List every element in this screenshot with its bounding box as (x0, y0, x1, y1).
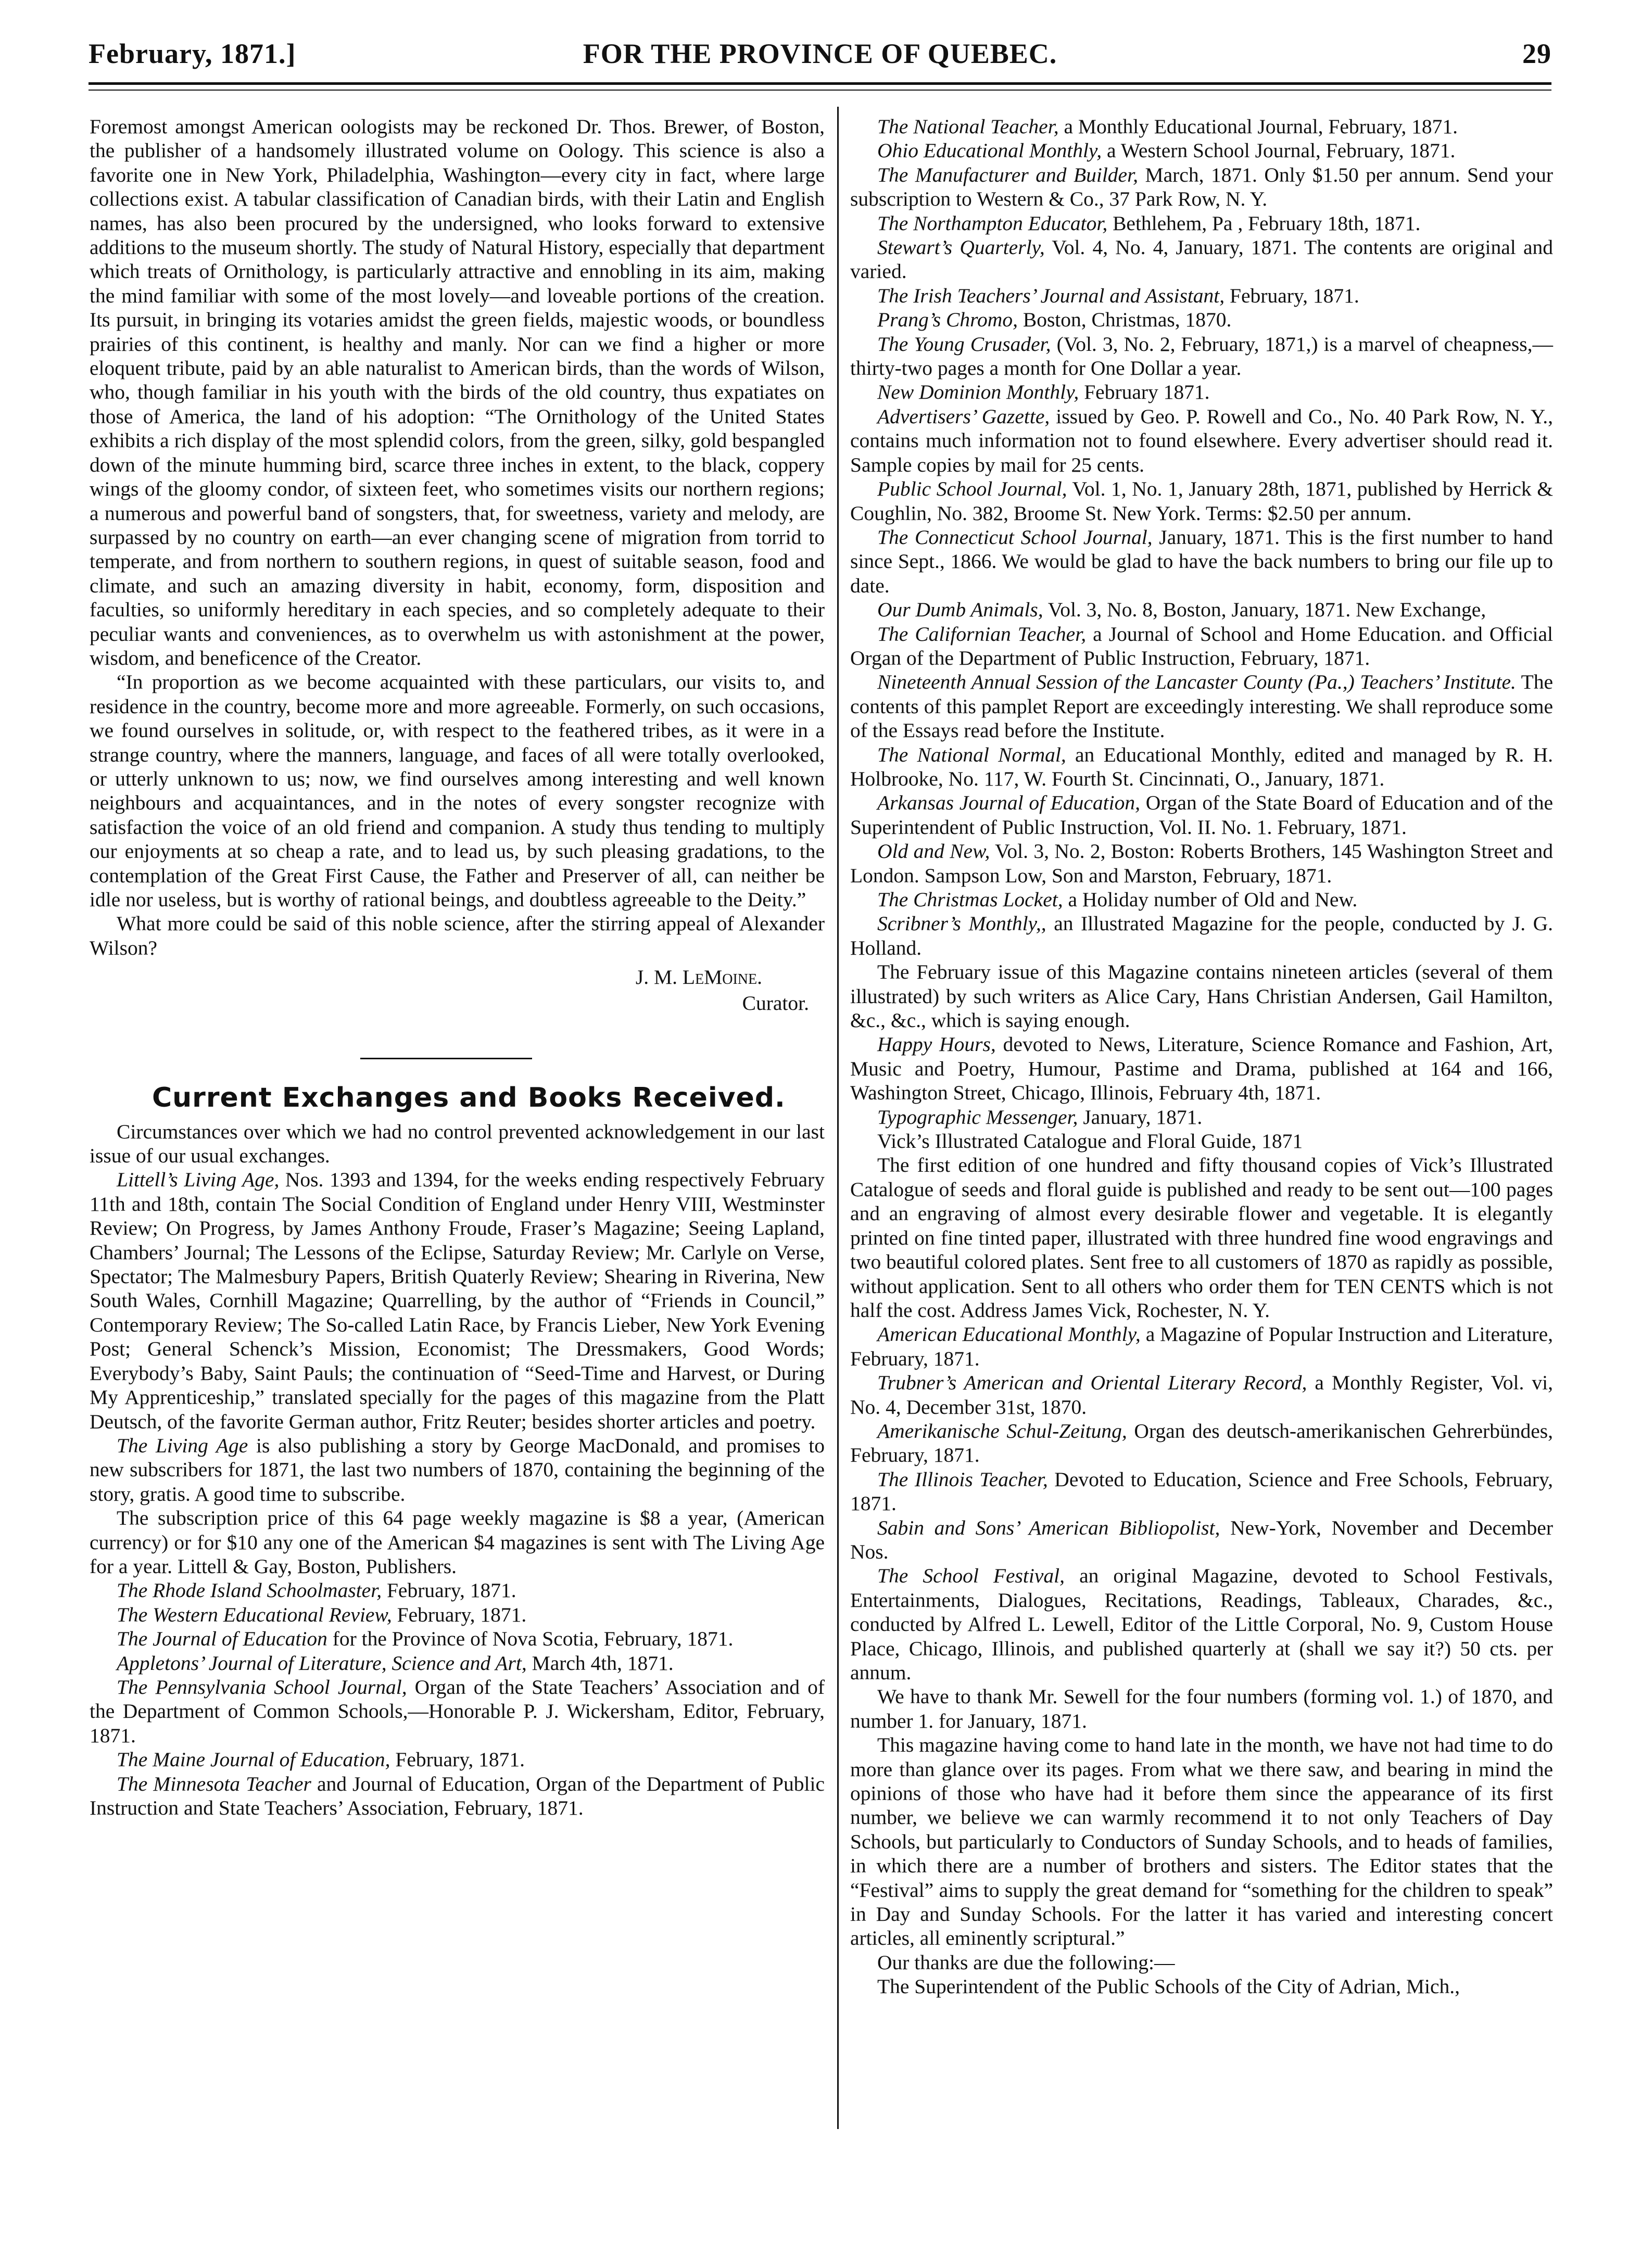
entry-title: The Pennsylvania School Journal, (117, 1675, 407, 1699)
signature (90, 964, 825, 1016)
entry-title: The Young Crusader, (877, 332, 1051, 356)
right-column (850, 115, 1553, 1999)
entry-pennsylvania (90, 1675, 825, 1747)
entry-title: The Minnesota Teacher (117, 1772, 311, 1795)
entry-text: and Journal of Education, Organ of the Department of Public Instruction and State Teachers’ Association, February, 1871. (90, 1772, 825, 1819)
entry-text: The contents of this pamplet Report are exceedingly interesting. We shall reproduce some of the Essays read before the Institute. (850, 670, 1554, 742)
entry-young-crusader (850, 332, 1553, 381)
entry-title: Amerikanische Schul-Zeitung, (877, 1419, 1127, 1442)
entry-title: The National Teacher, (877, 115, 1059, 138)
entry-text: February, 1871. (382, 1579, 516, 1602)
entry-text: Vol. 3, No. 2, Boston: Roberts Brothers, 145 Washington Street and London. Sampson Low, Son and Marston, February, 1871. (850, 840, 1553, 887)
entry-text: Devoted to Education, Science and Free Schools, February, 1871. (850, 1467, 1554, 1515)
page-number: 29 (1522, 38, 1551, 69)
entry-title: Happy Hours, (877, 1033, 996, 1056)
entry-title: Appletons’ Journal of Literature, Science and Art, (117, 1651, 527, 1675)
entry-arkansas (850, 791, 1553, 839)
entry-text: (Vol. 3, No. 2, February, 1871,) is a marvel of cheapness,—thirty-two pages a month for One Dollar a year. (850, 332, 1553, 380)
entry-title: The Christmas Locket, (877, 888, 1063, 911)
entry-stewart (850, 235, 1553, 284)
entry-title: American Educational Monthly, (877, 1323, 1141, 1346)
entry-text: February, 1871. (1225, 284, 1359, 307)
entry-illinois (850, 1467, 1553, 1516)
intro-paragraph: Foremost amongst American oologists may be reckoned Dr. Thos. Brewer, of Boston, the publisher of a handsomely illustrated volume on Oology. This science is also a favorite one in New York, Philadelphia, Washington—every city in fact, where large collections exist. A tabular classification of Canadian birds, with their Latin and English names, has also been procured by the undersigned, who looks forward to extensive additions to the museum shortly. The study of Natural History, especially that department which treats of Ornithology, is particularly attractive and ennobling in its aim, making the mind familiar with some of the most lovely—and loveable portions of the creation. Its pursuit, in bringing its votaries amidst the green fields, majestic woods, or boundless prairies of this continent, is healthy and manly. Nor can we find a higher or more eloquent tribute, paid by an able naturalist to American birds, than the words of Wilson, who, though familiar in his youth with the birds of the old country, thus expatiates on those of America, the land of his adoption: “The Ornithology of the United States exhibits a rich display of the most splendid colors, from the green, silky, gold bespangled down of the minute humming bird, scarce three inches in extent, to the black, coppery wings of the gloomy condor, of sixteen feet, who sometimes visits our northern regions; a numerous and powerful band of songsters, that, for sweetness, variety and melody, are surpassed by no country on earth—an ever changing scene of migration from torrid to temperate, and from northern to southern regions, in quest of suitable season, food and climate, and such an amazing diversity in habit, economy, form, disposition and faculties, so uniformly hereditary in each species, and so completely adequate to their peculiar wants and conveniences, as to overwhelm us with astonishment at the power, wisdom, and beneficence of the Creator. (90, 115, 825, 669)
entry-title: The Northampton Educator, (877, 211, 1108, 235)
entry-text: an original Magazine, devoted to School Festivals, Entertainments, Dialogues, Recitations, Readings, Tableaux, Charades, &c., conducted by Alfred L. Lewell, Editor of the Little Corporal, No. 9, Custom House Place, Chicago, Illinois, and published quarterly at (shall we say it?) 50 cts. per annum. (850, 1564, 1553, 1684)
entry-title: The Western Educational Review, (117, 1603, 392, 1626)
entry-text: Bethlehem, Pa , February 18th, 1871. (1107, 211, 1421, 235)
entry-christmas-locket (850, 888, 1553, 911)
entry-text: January, 1871. (1078, 1105, 1203, 1129)
entry-title: The Living Age (117, 1434, 248, 1457)
entry-text: February 1871. (1079, 381, 1210, 404)
entry-title: The Rhode Island Schoolmaster, (117, 1579, 382, 1602)
column-divider (837, 107, 839, 2129)
entry-text: devoted to News, Literature, Science Romance and Fashion, Art, Music and Poetry, Humour, Pastime and Drama, published at 164 and 166, Washington Street, Chicago, Illinois, February 4th, 1871. (850, 1033, 1554, 1105)
entry-irish (850, 284, 1553, 308)
entry-amerikanische (850, 1419, 1553, 1467)
entry-californian (850, 622, 1553, 670)
entry-littell (90, 1168, 825, 1433)
entry-ohio (850, 138, 1553, 162)
thanks-paragraph: Our thanks are due the following:— (877, 1950, 1175, 1974)
entry-text: February, 1871. (390, 1748, 525, 1771)
entry-title: The Illinois Teacher, (877, 1467, 1048, 1491)
entry-title: New Dominion Monthly, (877, 381, 1079, 404)
entry-text: February, 1871. (392, 1603, 527, 1626)
entry-dumb-animals (850, 598, 1553, 622)
entry-title: The Maine Journal of Education, (117, 1748, 390, 1771)
entry-text: March 4th, 1871. (526, 1651, 674, 1675)
header-title: FOR THE PROVINCE OF QUEBEC. (583, 38, 1057, 69)
entry-title: The Irish Teachers’ Journal and Assistant, (877, 284, 1225, 307)
entry-title: Scribner’s Monthly,, (877, 912, 1046, 935)
running-header (89, 26, 1551, 78)
entry-text: is also publishing a story by George MacDonald, and promises to new subscribers for 1871, the last two numbers of 1870, containing the beginning of the story, gratis. A good time to subscribe. (90, 1434, 825, 1505)
separator-rule (360, 1058, 532, 1059)
entry-vick: Vick’s Illustrated Catalogue and Floral Guide, 1871 (877, 1130, 1303, 1153)
entry-text: New-York, November and December Nos. (850, 1516, 1553, 1563)
entry-appletons (90, 1651, 825, 1675)
entry-old-and-new (850, 839, 1553, 888)
entry-prang (850, 308, 1553, 332)
entry-connecticut (850, 525, 1553, 598)
february-issue-paragraph: The February issue of this Magazine contains nineteen articles (several of them illustrated) by such writers as Alice Cary, Hans Christian Andersen, Gail Hamilton, &c., &c., which is saying enough. (850, 960, 1553, 1032)
entry-text: a Magazine of Popular Instruction and Literature, February, 1871. (850, 1323, 1553, 1370)
entry-journal-education (90, 1627, 825, 1651)
entry-text: a Western School Journal, February, 1871. (1102, 139, 1456, 162)
entry-typographic (850, 1105, 1553, 1129)
entry-title: Old and New, (877, 840, 990, 863)
entry-happy-hours (850, 1032, 1553, 1105)
signature-title: Curator. (742, 992, 809, 1015)
entry-text: a Holiday number of Old and New. (1063, 888, 1358, 911)
entry-text: a Monthly Educational Journal, February, 1871. (1058, 115, 1458, 138)
vick-paragraph: The first edition of one hundred and fifty thousand copies of Vick’s Illustrated Catalogue of seeds and floral guide is published and ready to be sent out—100 pages and an engraving of almost every desirable flower and vegetable. It is elegantly printed on fine tinted paper, illustrated with three hundred fine wood engravings and two beautiful colored plates. Sent free to all customers of 1870 as rapidly as possible, without application. Sent to all others who order them for TEN CENTS which is not half the cost. Address James Vick, Rochester, N. Y. (850, 1154, 1553, 1322)
entry-title: Arkansas Journal of Education, (877, 791, 1140, 815)
entry-text: a Monthly Register, Vol. vi, No. 4, December 31st, 1870. (850, 1371, 1553, 1418)
entry-title: The Journal of Education (117, 1627, 327, 1651)
entry-title: The Connecticut School Journal, (877, 525, 1153, 549)
adrian-paragraph: The Superintendent of the Public Schools of the City of Adrian, Mich., (877, 1975, 1460, 1998)
entry-text: Organ of the State Board of Education and of the Superintendent of Public Instruction, Vol. II. No. 1. February, 1871. (850, 791, 1553, 839)
closing-paragraph: What more could be said of this noble science, after the stirring appeal of Alexander Wilson? (90, 912, 825, 959)
entry-trubner (850, 1371, 1553, 1419)
entry-public-school (850, 477, 1553, 525)
header-rule-thin (89, 90, 1551, 91)
entry-text: Vol. 3, No. 8, Boston, January, 1871. New Exchange, (1043, 598, 1486, 622)
entry-title: Nineteenth Annual Session of the Lancaster County (Pa.,) Teachers’ Institute. (877, 670, 1516, 694)
entry-american-educational (850, 1322, 1553, 1371)
left-column (90, 115, 825, 1820)
header-rule-thick (89, 82, 1551, 85)
section-title: Current Exchanges and Books Received. (152, 1082, 786, 1114)
entry-lancaster (850, 670, 1553, 742)
entry-text: an Illustrated Magazine for the people, conducted by J. G. Holland. (850, 912, 1554, 959)
entry-text: Organ of the State Teachers’ Association and of the Department of Common Schools,—Honorable P. J. Wickersham, Editor, February, 1871. (90, 1675, 825, 1747)
entry-scribners (850, 911, 1553, 960)
entry-text: issued by Geo. P. Rowell and Co., No. 40 Park Row, N. Y., contains much information not to found elsewhere. Every advertiser should read it. Sample copies by mail for 25 cents. (850, 404, 1553, 476)
entry-advertisers (850, 404, 1553, 477)
entry-sabin (850, 1516, 1553, 1564)
entry-text: Organ des deutsch-amerikanischen Gehrerbündes, February, 1871. (850, 1419, 1553, 1467)
entry-title: Stewart’s Quarterly, (877, 236, 1045, 259)
entry-title: The School Festival, (877, 1564, 1065, 1588)
subscription-paragraph: The subscription price of this 64 page weekly magazine is $8 a year, (American currency) or for $10 any one of the American $4 magazines is sent with The Living Age for a year. Littell & Gay, Boston, Publishers. (90, 1506, 825, 1578)
entry-title: Typographic Messenger, (877, 1105, 1078, 1129)
entry-title: The National Normal, (877, 743, 1066, 766)
entry-minnesota (90, 1772, 825, 1820)
sewell-paragraph: We have to thank Mr. Sewell for the four numbers (forming vol. 1.) of 1870, and number 1. for January, 1871. (850, 1685, 1553, 1732)
signature-name: J. M. LeMoine. (635, 966, 762, 989)
circumstances-paragraph: Circumstances over which we had no control prevented acknowledgement in our last issue of our usual exchanges. (90, 1120, 825, 1168)
entry-title: Trubner’s American and Oriental Literary Record, (877, 1371, 1307, 1395)
entry-text: March, 1871. Only $1.50 per annum. Send your subscription to Western & Co., 37 Park Row, N. Y. (850, 163, 1554, 211)
entry-manufacturer (850, 163, 1553, 211)
section-separator (90, 1016, 825, 1079)
magazine-late-paragraph: This magazine having come to hand late in the month, we have not had time to do more than glance over its pages. From what we there saw, and bearing in mind the opinions of those who have had it before them since the appearance of its first number, we believe we can warmly recommend it to not only Teachers of Day Schools, but particularly to Conductors of Sunday Schools, and to heads of families, in which there are a number of brothers and sisters. The Editor states that the “Festival” aims to supply the great demand for “something for the children to speak” in Day and Sunday Schools. For the latter it has varied and interesting concert articles, all eminently scriptural.” (850, 1733, 1553, 1950)
header-date: February, 1871.] (89, 38, 296, 69)
entry-living-age (90, 1434, 825, 1506)
entry-title: Sabin and Sons’ American Bibliopolist, (877, 1516, 1220, 1539)
entry-title: Public School Journal, (877, 477, 1067, 501)
entry-text: Vol. 1, No. 1, January 28th, 1871, published by Herrick & Coughlin, No. 382, Broome St. New York. Terms: $2.50 per annum. (850, 477, 1553, 525)
entry-northampton (850, 211, 1553, 235)
entry-text: a Journal of School and Home Education. and Official Organ of the Department of Public Instruction, February, 1871. (850, 622, 1553, 669)
entry-title: Our Dumb Animals, (877, 598, 1043, 622)
entry-new-dominion (850, 380, 1553, 404)
entry-text: Nos. 1393 and 1394, for the weeks ending respectively February 11th and 18th, contain The Social Condition of England under Henry VIII, Westminster Review; On Progress, by James Anthony Froude, Fraser’s Magazine; Seeing Lapland, Chambers’ Journal; The Lessons of the Eclipse, Saturday Review; Mr. Carlyle on Verse, Spectator; The Malmesbury Papers, British Quaterly Review; Shearing in Riverina, New South Wales, Cornhill Magazine; Quarrelling, by the author of “Friends in Council,” Contemporary Review; The So-called Latin Race, by Francis Lieber, New York Evening Post; General Schenck’s Mission, Economist; The Dressmakers, Good Words; Everybody’s Baby, Saint Pauls; the continuation of “Seed-Time and Harvest, or During My Apprenticeship,” translated specially for the pages of this magazine from the Platt Deutsch, of the favorite German author, Fritz Reuter; besides shorter articles and poetry. (90, 1168, 825, 1433)
entry-title: Ohio Educational Monthly, (877, 139, 1102, 162)
entry-rhode-island (90, 1578, 825, 1602)
entry-text: for the Province of Nova Scotia, February, 1871. (327, 1627, 734, 1651)
entry-title: Advertisers’ Gazette, (877, 404, 1050, 428)
entry-national-normal (850, 743, 1553, 791)
wilson-quote-paragraph: “In proportion as we become acquainted with these particulars, our visits to, and residence in the country, become more and more agreeable. Formerly, on such occasions, we found ourselves in solitude, or, with respect to the feathered tribes, as it were in a strange country, where the manners, language, and faces of all were totally overlooked, or utterly unknown to us; now, we find ourselves among interesting and well known neighbours and acquaintances, and in the notes of every songster recognize with satisfaction the voice of an old friend and companion. A study thus tending to multiply our enjoyments at so cheap a rate, and to lead us, by such pleasing gradations, to the contemplation of the Great First Cause, the Father and Preserver of all, can neither be idle nor useless, but is worthy of rational beings, and doubtless agreeable to the Deity.” (90, 670, 825, 911)
entry-national-teacher (850, 115, 1553, 138)
entry-text: January, 1871. This is the first number to hand since Sept., 1866. We would be glad to have the back numbers to bring our file up to date. (850, 525, 1553, 597)
entry-title: The Californian Teacher, (877, 622, 1087, 645)
entry-western-review (90, 1603, 825, 1627)
entry-text: an Educational Monthly, edited and managed by R. H. Holbrooke, No. 117, W. Fourth St. Cincinnati, O., January, 1871. (850, 743, 1553, 790)
entry-school-festival (850, 1564, 1553, 1684)
entry-text: Vol. 4, No. 4, January, 1871. The contents are original and varied. (850, 236, 1553, 283)
entry-title: Littell’s Living Age, (117, 1168, 280, 1192)
entry-title: Prang’s Chromo, (877, 308, 1018, 332)
entry-maine (90, 1747, 825, 1771)
entry-title: The Manufacturer and Builder, (877, 163, 1138, 186)
entry-text: Boston, Christmas, 1870. (1017, 308, 1232, 332)
